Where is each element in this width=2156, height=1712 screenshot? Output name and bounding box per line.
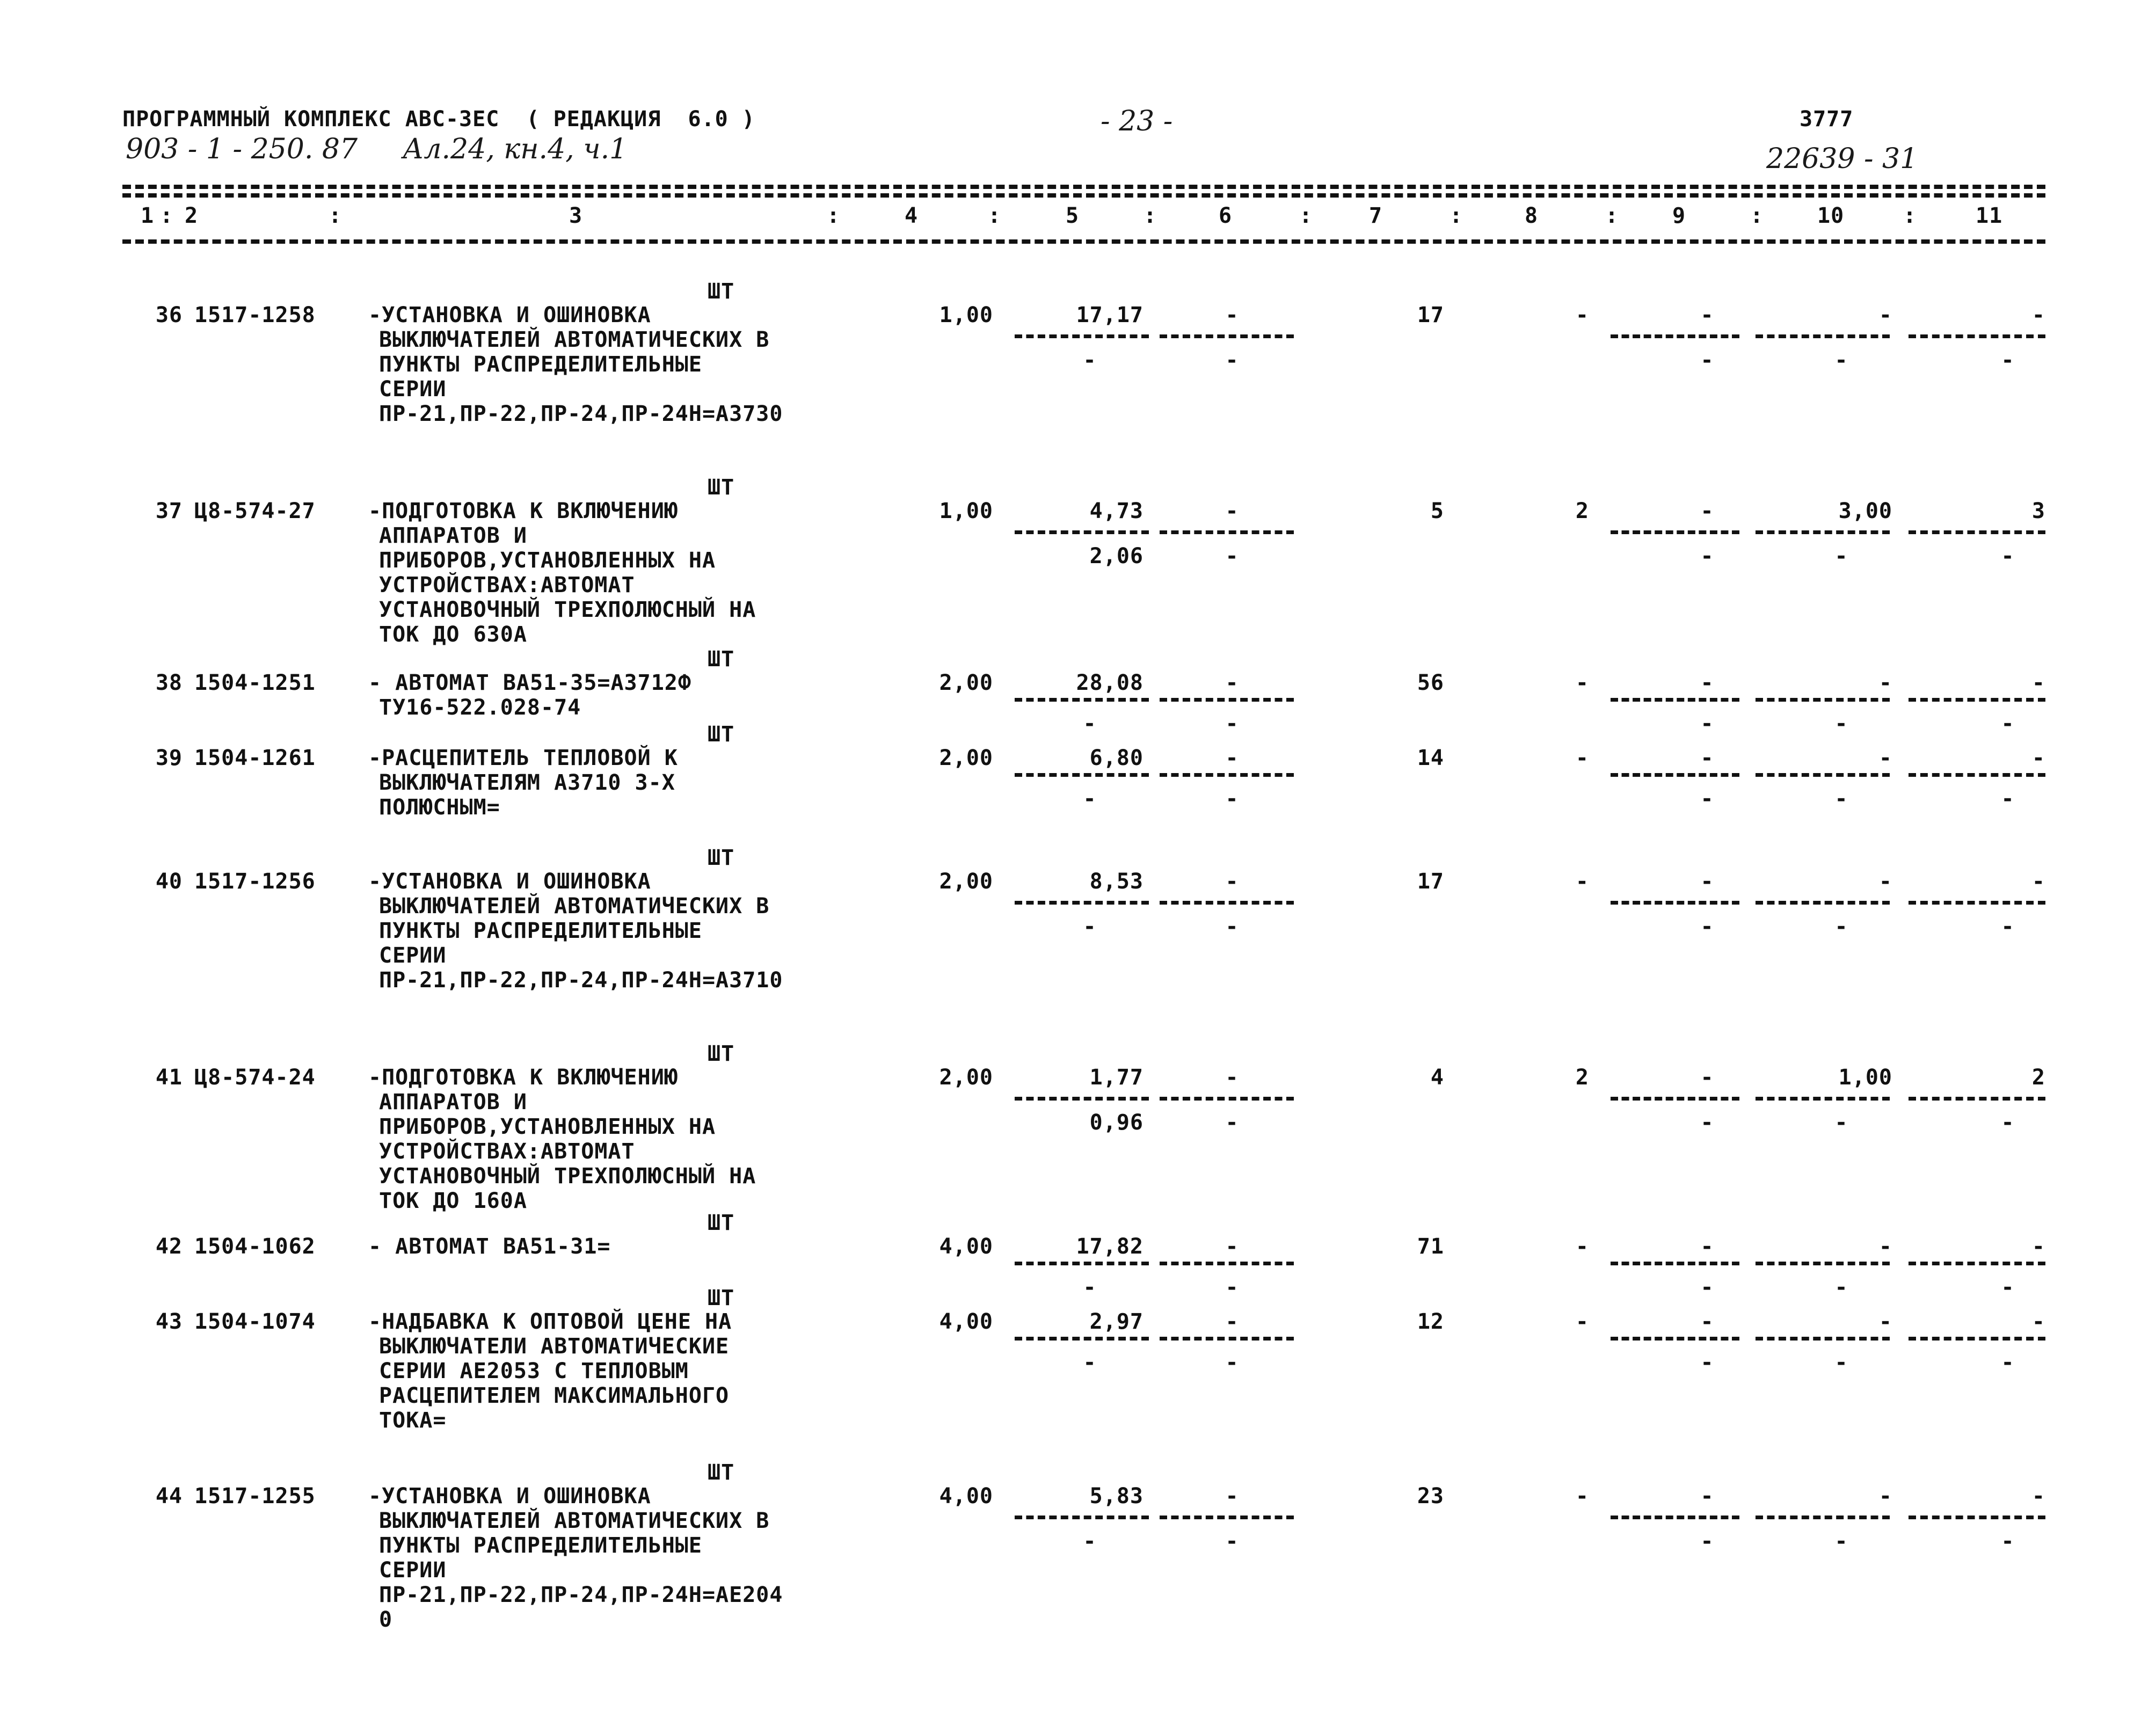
row-code: 1504-1251 bbox=[194, 671, 316, 695]
description-line: ПУНКТЫ РАСПРЕДЕЛИТЕЛЬНЫЕ bbox=[379, 352, 702, 377]
col-10-value: - bbox=[1878, 1234, 1892, 1259]
row-code: 1504-1074 bbox=[194, 1309, 316, 1334]
description-line: УСТАНОВОЧНЫЙ ТРЕХПОЛЮСНЫЙ НА bbox=[379, 598, 756, 622]
description-line: ПР-21,ПР-22,ПР-24,ПР-24Н=А3730 bbox=[379, 402, 783, 426]
col-8-value: - bbox=[1575, 303, 1589, 327]
value-separator bbox=[1015, 1516, 1149, 1519]
col-7-value: 5 bbox=[1430, 499, 1444, 523]
col-6-second-value: - bbox=[1225, 1350, 1239, 1375]
col-8-value: 2 bbox=[1575, 499, 1589, 523]
value-separator bbox=[1611, 1097, 1739, 1101]
description-line: ПУНКТЫ РАСПРЕДЕЛИТЕЛЬНЫЕ bbox=[379, 919, 702, 943]
value-separator bbox=[1160, 334, 1294, 338]
value-separator bbox=[1160, 1097, 1294, 1101]
value-separator bbox=[1611, 773, 1739, 777]
col-7-value: 4 bbox=[1430, 1065, 1444, 1090]
column-header-1: 1 bbox=[141, 203, 155, 228]
unit-label: ШТ bbox=[708, 1286, 735, 1310]
unit-label: ШТ bbox=[708, 1460, 735, 1485]
column-separator: : bbox=[1143, 203, 1157, 228]
value-separator bbox=[1160, 901, 1294, 905]
col-9-value: - bbox=[1700, 303, 1714, 327]
col-5-second-value: - bbox=[1083, 1275, 1097, 1300]
table-row bbox=[0, 1286, 2156, 1471]
description-line: ПРИБОРОВ,УСТАНОВЛЕННЫХ НА bbox=[379, 1114, 716, 1139]
col-10-second-value: - bbox=[1834, 1275, 1848, 1300]
col-11-second-value: - bbox=[2001, 786, 2015, 811]
row-number: 40 bbox=[155, 869, 183, 894]
description-line: - АВТОМАТ ВА51-35=А3712Ф bbox=[368, 671, 691, 695]
table-row bbox=[0, 279, 2156, 464]
description-line: СЕРИИ bbox=[379, 943, 447, 968]
col-4-value: 4,00 bbox=[939, 1234, 993, 1259]
col-9-second-value: - bbox=[1700, 544, 1714, 569]
description-line: ВЫКЛЮЧАТЕЛЕЙ АВТОМАТИЧЕСКИХ В bbox=[379, 1509, 770, 1533]
row-number: 39 bbox=[155, 746, 183, 770]
col-11-second-value: - bbox=[2001, 711, 2015, 736]
col-9-second-value: - bbox=[1700, 1275, 1714, 1300]
col-5-value: 5,83 bbox=[1089, 1484, 1143, 1509]
col-10-second-value: - bbox=[1834, 544, 1848, 569]
value-separator bbox=[1756, 901, 1890, 905]
description-line: ПРИБОРОВ,УСТАНОВЛЕННЫХ НА bbox=[379, 548, 716, 573]
table-row bbox=[0, 475, 2156, 660]
unit-label: ШТ bbox=[708, 846, 735, 870]
col-11-value: - bbox=[2031, 869, 2045, 894]
column-separator: : bbox=[329, 203, 343, 228]
column-separator: : bbox=[1605, 203, 1619, 228]
col-11-second-value: - bbox=[2001, 544, 2015, 569]
col-10-value: 1,00 bbox=[1838, 1065, 1892, 1090]
column-header-7: 7 bbox=[1369, 203, 1383, 228]
value-separator bbox=[1909, 530, 2045, 534]
page-number: - 23 - bbox=[1101, 105, 1173, 137]
header-rule-top bbox=[122, 185, 2045, 189]
unit-label: ШТ bbox=[708, 279, 735, 304]
value-separator bbox=[1611, 1516, 1739, 1519]
col-11-value: - bbox=[2031, 1484, 2045, 1509]
col-6-value: - bbox=[1225, 1065, 1239, 1090]
col-8-value: - bbox=[1575, 1309, 1589, 1334]
value-separator bbox=[1756, 1516, 1890, 1519]
col-4-value: 1,00 bbox=[939, 303, 993, 327]
description-line: ТОК ДО 630А bbox=[379, 622, 527, 647]
col-10-value: 3,00 bbox=[1838, 499, 1892, 523]
col-11-second-value: - bbox=[2001, 914, 2015, 939]
col-4-value: 2,00 bbox=[939, 869, 993, 894]
col-10-value: - bbox=[1878, 746, 1892, 770]
description-line: 0 bbox=[379, 1607, 393, 1632]
col-6-value: - bbox=[1225, 1484, 1239, 1509]
row-number: 37 bbox=[155, 499, 183, 523]
header-rule-bottom bbox=[122, 239, 2045, 244]
value-separator bbox=[1611, 334, 1739, 338]
row-number: 43 bbox=[155, 1309, 183, 1334]
col-11-value: 3 bbox=[2031, 499, 2045, 523]
col-11-value: - bbox=[2031, 303, 2045, 327]
code-bottom: 22639 - 31 bbox=[1766, 143, 1918, 175]
table-row bbox=[0, 1041, 2156, 1227]
col-10-second-value: - bbox=[1834, 1350, 1848, 1375]
col-9-second-value: - bbox=[1700, 914, 1714, 939]
col-6-second-value: - bbox=[1225, 786, 1239, 811]
col-10-second-value: - bbox=[1834, 1529, 1848, 1554]
description-line: -ПОДГОТОВКА К ВКЛЮЧЕНИЮ bbox=[368, 499, 678, 523]
col-6-value: - bbox=[1225, 303, 1239, 327]
column-header-2: 2 bbox=[185, 203, 199, 228]
col-7-value: 23 bbox=[1417, 1484, 1444, 1509]
value-separator bbox=[1756, 530, 1890, 534]
column-header-11: 11 bbox=[1976, 203, 2003, 228]
value-separator bbox=[1015, 901, 1149, 905]
col-6-second-value: - bbox=[1225, 1275, 1239, 1300]
program-title: ПРОГРАММНЫЙ КОМПЛЕКС АВС-ЗЕС ( РЕДАКЦИЯ 6.0 ) bbox=[122, 107, 755, 132]
col-4-value: 1,00 bbox=[939, 499, 993, 523]
value-separator bbox=[1160, 1262, 1294, 1265]
col-7-value: 17 bbox=[1417, 303, 1444, 327]
description-line: - АВТОМАТ ВА51-31= bbox=[368, 1234, 611, 1259]
col-11-second-value: - bbox=[2001, 1350, 2015, 1375]
col-5-second-value: - bbox=[1083, 711, 1097, 736]
column-header-3: 3 bbox=[569, 203, 583, 228]
col-10-value: - bbox=[1878, 1309, 1892, 1334]
value-separator bbox=[1160, 530, 1294, 534]
value-separator bbox=[1611, 1337, 1739, 1341]
description-line: -НАДБАВКА К ОПТОВОЙ ЦЕНЕ НА bbox=[368, 1309, 732, 1334]
row-code: 1517-1255 bbox=[194, 1484, 316, 1509]
col-5-second-value: 2,06 bbox=[1089, 544, 1143, 569]
description-line: ПР-21,ПР-22,ПР-24,ПР-24Н=АЕ204 bbox=[379, 1583, 783, 1607]
col-5-second-value: - bbox=[1083, 348, 1097, 373]
row-code: 1517-1258 bbox=[194, 303, 316, 327]
row-code: Ц8-574-27 bbox=[194, 499, 316, 523]
col-10-second-value: - bbox=[1834, 786, 1848, 811]
description-line: ВЫКЛЮЧАТЕЛЯМ А3710 3-Х bbox=[379, 770, 675, 795]
col-7-value: 17 bbox=[1417, 869, 1444, 894]
row-code: 1517-1256 bbox=[194, 869, 316, 894]
description-line: УСТАНОВОЧНЫЙ ТРЕХПОЛЮСНЫЙ НА bbox=[379, 1164, 756, 1189]
description-line: ПОЛЮСНЫМ= bbox=[379, 795, 500, 820]
col-8-value: - bbox=[1575, 1234, 1589, 1259]
col-5-value: 1,77 bbox=[1089, 1065, 1143, 1090]
col-10-second-value: - bbox=[1834, 711, 1848, 736]
col-6-value: - bbox=[1225, 671, 1239, 695]
col-7-value: 12 bbox=[1417, 1309, 1444, 1334]
value-separator bbox=[1909, 698, 2045, 702]
col-5-second-value: - bbox=[1083, 1350, 1097, 1375]
value-separator bbox=[1015, 698, 1149, 702]
col-5-second-value: - bbox=[1083, 1529, 1097, 1554]
col-10-value: - bbox=[1878, 303, 1892, 327]
description-line: СЕРИИ АЕ2053 С ТЕПЛОВЫМ bbox=[379, 1359, 689, 1383]
column-separator: : bbox=[988, 203, 1002, 228]
value-separator bbox=[1909, 1516, 2045, 1519]
value-separator bbox=[1909, 1097, 2045, 1101]
column-separator: : bbox=[827, 203, 841, 228]
col-9-second-value: - bbox=[1700, 786, 1714, 811]
description-line: ВЫКЛЮЧАТЕЛЕЙ АВТОМАТИЧЕСКИХ В bbox=[379, 327, 770, 352]
col-9-second-value: - bbox=[1700, 1350, 1714, 1375]
row-code: 1504-1261 bbox=[194, 746, 316, 770]
col-4-value: 2,00 bbox=[939, 746, 993, 770]
column-separator: : bbox=[160, 203, 174, 228]
description-line: ВЫКЛЮЧАТЕЛЕЙ АВТОМАТИЧЕСКИХ В bbox=[379, 894, 770, 919]
col-9-value: - bbox=[1700, 671, 1714, 695]
col-4-value: 4,00 bbox=[939, 1309, 993, 1334]
col-9-second-value: - bbox=[1700, 711, 1714, 736]
col-6-value: - bbox=[1225, 499, 1239, 523]
col-8-value: - bbox=[1575, 671, 1589, 695]
col-9-value: - bbox=[1700, 1234, 1714, 1259]
description-line: -УСТАНОВКА И ОШИНОВКА bbox=[368, 1484, 651, 1509]
col-11-value: 2 bbox=[2031, 1065, 2045, 1090]
value-separator bbox=[1015, 1337, 1149, 1341]
col-6-value: - bbox=[1225, 869, 1239, 894]
col-5-value: 4,73 bbox=[1089, 499, 1143, 523]
col-10-value: - bbox=[1878, 1484, 1892, 1509]
value-separator bbox=[1756, 334, 1890, 338]
description-line: -РАСЦЕПИТЕЛЬ ТЕПЛОВОЙ К bbox=[368, 746, 678, 770]
value-separator bbox=[1015, 1097, 1149, 1101]
description-line: ТУ16-522.028-74 bbox=[379, 695, 581, 720]
col-8-value: - bbox=[1575, 1484, 1589, 1509]
column-header-5: 5 bbox=[1066, 203, 1080, 228]
value-separator bbox=[1611, 901, 1739, 905]
value-separator bbox=[1015, 334, 1149, 338]
project-code: 903 - 1 - 250. 87 bbox=[126, 133, 358, 165]
col-6-second-value: - bbox=[1225, 914, 1239, 939]
col-10-value: - bbox=[1878, 671, 1892, 695]
value-separator bbox=[1160, 1337, 1294, 1341]
value-separator bbox=[1160, 1516, 1294, 1519]
col-5-value: 6,80 bbox=[1089, 746, 1143, 770]
unit-label: ШТ bbox=[708, 647, 735, 672]
column-separator: : bbox=[1903, 203, 1917, 228]
col-6-value: - bbox=[1225, 746, 1239, 770]
col-10-second-value: - bbox=[1834, 1110, 1848, 1135]
value-separator bbox=[1756, 698, 1890, 702]
row-number: 41 bbox=[155, 1065, 183, 1090]
value-separator bbox=[1756, 1337, 1890, 1341]
unit-label: ШТ bbox=[708, 1041, 735, 1066]
col-9-value: - bbox=[1700, 1484, 1714, 1509]
col-5-value: 8,53 bbox=[1089, 869, 1143, 894]
row-code: 1504-1062 bbox=[194, 1234, 316, 1259]
value-separator bbox=[1909, 901, 2045, 905]
col-11-second-value: - bbox=[2001, 1529, 2015, 1554]
col-5-second-value: 0,96 bbox=[1089, 1110, 1143, 1135]
row-number: 44 bbox=[155, 1484, 183, 1509]
col-6-second-value: - bbox=[1225, 348, 1239, 373]
description-line: ТОК ДО 160А bbox=[379, 1189, 527, 1213]
value-separator bbox=[1909, 773, 2045, 777]
value-separator bbox=[1909, 334, 2045, 338]
value-separator bbox=[1160, 698, 1294, 702]
col-4-value: 2,00 bbox=[939, 1065, 993, 1090]
col-5-value: 28,08 bbox=[1076, 671, 1143, 695]
col-5-value: 2,97 bbox=[1089, 1309, 1143, 1334]
col-8-value: - bbox=[1575, 869, 1589, 894]
value-separator bbox=[1909, 1337, 2045, 1341]
column-header-4: 4 bbox=[905, 203, 919, 228]
column-header-8: 8 bbox=[1525, 203, 1539, 228]
col-6-value: - bbox=[1225, 1234, 1239, 1259]
col-6-second-value: - bbox=[1225, 544, 1239, 569]
col-11-value: - bbox=[2031, 746, 2045, 770]
description-line: СЕРИИ bbox=[379, 377, 447, 402]
col-5-value: 17,82 bbox=[1076, 1234, 1143, 1259]
table-row bbox=[0, 846, 2156, 1031]
row-number: 42 bbox=[155, 1234, 183, 1259]
column-header-6: 6 bbox=[1219, 203, 1233, 228]
col-10-second-value: - bbox=[1834, 914, 1848, 939]
col-9-value: - bbox=[1700, 1309, 1714, 1334]
unit-label: ШТ bbox=[708, 722, 735, 747]
col-9-second-value: - bbox=[1700, 1110, 1714, 1135]
description-line: АППАРАТОВ И bbox=[379, 1090, 527, 1114]
column-separator: : bbox=[1299, 203, 1313, 228]
col-11-value: - bbox=[2031, 1234, 2045, 1259]
value-separator bbox=[1611, 530, 1739, 534]
description-line: ПУНКТЫ РАСПРЕДЕЛИТЕЛЬНЫЕ bbox=[379, 1533, 702, 1558]
code-top: 3777 bbox=[1800, 107, 1854, 132]
col-7-value: 14 bbox=[1417, 746, 1444, 770]
value-separator bbox=[1611, 698, 1739, 702]
value-separator bbox=[1015, 530, 1149, 534]
description-line: ТОКА= bbox=[379, 1408, 447, 1433]
description-line: РАСЦЕПИТЕЛЕМ МАКСИМАЛЬНОГО bbox=[379, 1383, 730, 1408]
col-8-value: - bbox=[1575, 746, 1589, 770]
table-row bbox=[0, 1460, 2156, 1645]
col-11-value: - bbox=[2031, 1309, 2045, 1334]
col-10-second-value: - bbox=[1834, 348, 1848, 373]
col-10-value: - bbox=[1878, 869, 1892, 894]
value-separator bbox=[1015, 773, 1149, 777]
column-separator: : bbox=[1750, 203, 1764, 228]
row-code: Ц8-574-24 bbox=[194, 1065, 316, 1090]
value-separator bbox=[1611, 1262, 1739, 1265]
col-7-value: 56 bbox=[1417, 671, 1444, 695]
column-header-9: 9 bbox=[1672, 203, 1686, 228]
value-separator bbox=[1756, 773, 1890, 777]
col-9-value: - bbox=[1700, 499, 1714, 523]
col-6-value: - bbox=[1225, 1309, 1239, 1334]
value-separator bbox=[1756, 1262, 1890, 1265]
row-number: 36 bbox=[155, 303, 183, 327]
column-header-10: 10 bbox=[1817, 203, 1845, 228]
col-4-value: 2,00 bbox=[939, 671, 993, 695]
col-5-value: 17,17 bbox=[1076, 303, 1143, 327]
col-9-second-value: - bbox=[1700, 348, 1714, 373]
value-separator bbox=[1909, 1262, 2045, 1265]
description-line: -УСТАНОВКА И ОШИНОВКА bbox=[368, 869, 651, 894]
col-6-second-value: - bbox=[1225, 1529, 1239, 1554]
col-9-value: - bbox=[1700, 746, 1714, 770]
col-11-second-value: - bbox=[2001, 1275, 2015, 1300]
volume-reference: Ал.24, кн.4, ч.1 bbox=[403, 133, 628, 165]
col-6-second-value: - bbox=[1225, 1110, 1239, 1135]
description-line: АППАРАТОВ И bbox=[379, 523, 527, 548]
unit-label: ШТ bbox=[708, 475, 735, 500]
col-11-second-value: - bbox=[2001, 1110, 2015, 1135]
value-separator bbox=[1015, 1262, 1149, 1265]
header-rule-top-2 bbox=[122, 193, 2045, 198]
col-9-second-value: - bbox=[1700, 1529, 1714, 1554]
col-11-second-value: - bbox=[2001, 348, 2015, 373]
description-line: ПР-21,ПР-22,ПР-24,ПР-24Н=А3710 bbox=[379, 968, 783, 993]
description-line: УСТРОЙСТВАХ:АВТОМАТ bbox=[379, 1139, 635, 1164]
value-separator bbox=[1160, 773, 1294, 777]
unit-label: ШТ bbox=[708, 1211, 735, 1235]
col-4-value: 4,00 bbox=[939, 1484, 993, 1509]
col-9-value: - bbox=[1700, 869, 1714, 894]
col-8-value: 2 bbox=[1575, 1065, 1589, 1090]
description-line: УСТРОЙСТВАХ:АВТОМАТ bbox=[379, 573, 635, 598]
col-11-value: - bbox=[2031, 671, 2045, 695]
col-5-second-value: - bbox=[1083, 914, 1097, 939]
description-line: -ПОДГОТОВКА К ВКЛЮЧЕНИЮ bbox=[368, 1065, 678, 1090]
col-6-second-value: - bbox=[1225, 711, 1239, 736]
description-line: -УСТАНОВКА И ОШИНОВКА bbox=[368, 303, 651, 327]
col-5-second-value: - bbox=[1083, 786, 1097, 811]
col-9-value: - bbox=[1700, 1065, 1714, 1090]
description-line: СЕРИИ bbox=[379, 1558, 447, 1583]
value-separator bbox=[1756, 1097, 1890, 1101]
description-line: ВЫКЛЮЧАТЕЛИ АВТОМАТИЧЕСКИЕ bbox=[379, 1334, 730, 1359]
row-number: 38 bbox=[155, 671, 183, 695]
column-separator: : bbox=[1450, 203, 1463, 228]
col-7-value: 71 bbox=[1417, 1234, 1444, 1259]
